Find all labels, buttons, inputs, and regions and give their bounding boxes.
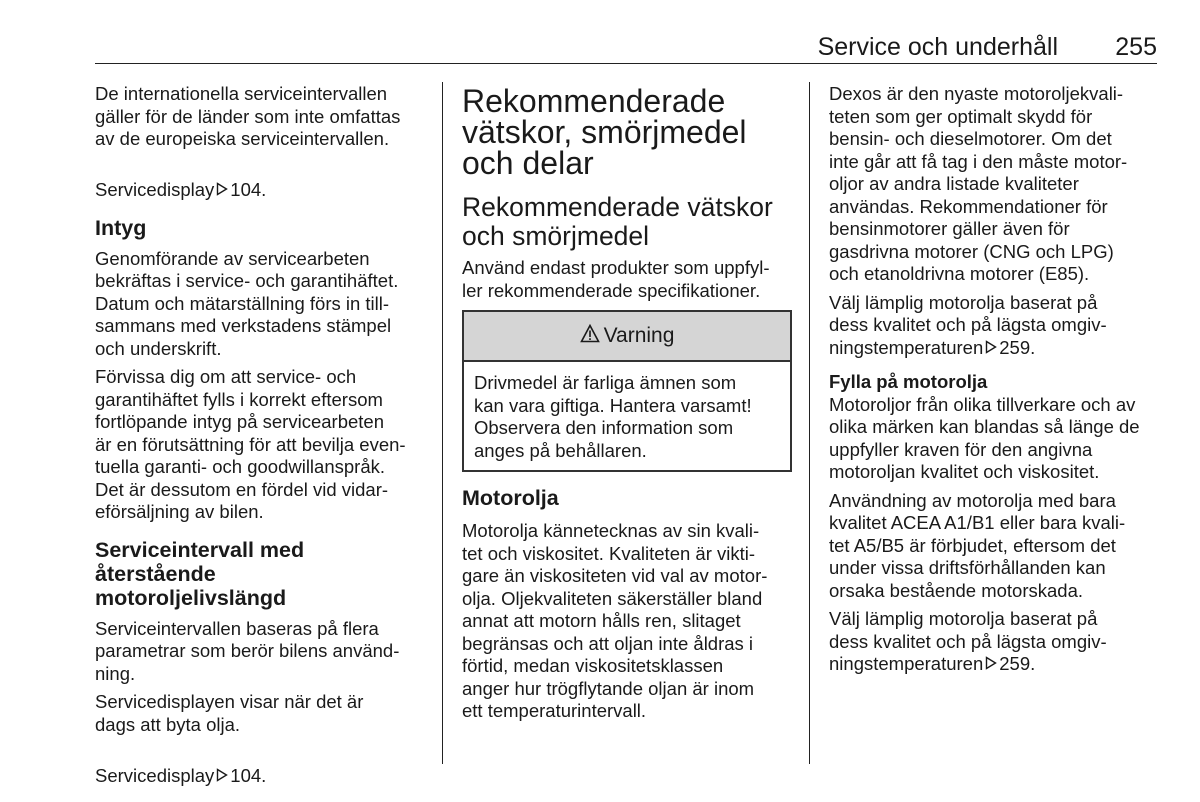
reference-page: 259. (999, 336, 1036, 358)
warning-text: Drivmedel är farliga ämnen som kan vara giftiga. Hantera varsamt! Observera den information som anges på behållaren. (474, 372, 752, 461)
intyg-paragraph-1: Genomförande av servicearbeten bekräftas i service- och garantihäftet. Datum och mätarställning förs in till- sammans med verkstadens stämpel och underskrift. (95, 247, 399, 359)
intyg-paragraph-2: Förvissa dig om att service- och garantihäftet fylls i korrekt eftersom fortlöpande intyg på servicearbeten är en förutsättning för att bevilja even- tuella garanti- och goodwillanspråk. Det är dessutom en fördel vid vidar- eförsäljning av bilen. (95, 366, 406, 522)
triangle-right-icon (216, 765, 228, 788)
sub-heading: Rekommenderade vätskor och smörjmedel (462, 192, 773, 251)
serviceintervall-heading: Serviceintervall med återstående motoroljelivslängd (95, 537, 305, 610)
serviceintervall-paragraph-1: Serviceintervallen baseras på flera parametrar som berör bilens använd- ning. (95, 617, 400, 684)
warning-title (464, 312, 790, 362)
warning-body (464, 362, 790, 470)
fylla-heading: Fylla på motorolja (829, 371, 988, 392)
column-3 (829, 83, 1159, 682)
column-2 (462, 83, 792, 729)
motorolja-selection-paragraph-2 (829, 608, 1159, 676)
header-rule (95, 63, 1157, 64)
servicedisplay-reference[interactable] (95, 157, 425, 202)
intro-paragraph: De internationella serviceintervallen gäller för de länder som inte omfattas av de europeiska serviceintervallen. (95, 83, 401, 149)
main-heading: Rekommenderade vätskor, smörjmedel och delar (462, 83, 747, 181)
intro-paragraph: Använd endast produkter som uppfyl- ler rekommenderade specifikationer. (462, 257, 770, 301)
selection-text: Välj lämplig motorolja baserat på dess kvalitet och på lägsta omgiv- ningstemperaturen (829, 608, 1107, 674)
reference-page: 104. (230, 179, 267, 200)
reference-page: 259. (999, 653, 1036, 674)
dexos-paragraph: Dexos är den nyaste motoroljekvali- teten som ger optimalt skydd för bensin- och dieselmotorer. Om det inte går att få tag i den måste motor- oljor av andra listade kvaliteter användas. Rekommendationer för bensinmotorer gäller även för gasdrivna motorer (CNG och LPG) och etanoldrivna motorer (E85). (829, 83, 1128, 284)
fylla-paragraph-2: Användning av motorolja med bara kvalitet ACEA A1/B1 eller bara kvali- tet A5/B5 är förbjudet, eftersom det under vissa driftsförhållanden kan orsaka bestående motorskada. (829, 489, 1126, 601)
column-divider-right (809, 82, 810, 764)
reference-page: 104. (230, 764, 267, 786)
section-title: Service och underhåll (817, 33, 1058, 61)
fylla-paragraph-1: Motoroljor från olika tillverkare och av olika märken kan blandas så länge de uppfyller kraven för den angivna motoroljan kvalitet och viskositet. (829, 393, 1140, 482)
warning-box (462, 310, 792, 472)
triangle-right-icon (216, 179, 228, 202)
selection-text: Välj lämplig motorolja baserat på dess kvalitet och på lägsta omgiv- ningstemperaturen (829, 291, 1107, 358)
motorolja-heading: Motorolja (462, 486, 559, 510)
motorolja-selection-paragraph (829, 292, 1159, 360)
triangle-right-icon (985, 337, 997, 360)
motorolja-paragraph: Motorolja kännetecknas av sin kvali- tet och viskositet. Kvaliteten är vikti- gare än viskositeten vid val av motor- olja. Oljekvaliteten säkerställer bland annat att motorn hålls ren, slitaget begränsas och att oljan inte åldras i förtid, medan viskositetsklassen anger hur trögflytande oljan är inom ett temperaturintervall. (462, 520, 768, 721)
serviceintervall-paragraph-2: Servicedisplayen visar när det är dags att byta olja. (95, 691, 364, 735)
page-number: 255 (1115, 33, 1157, 61)
temperature-reference-2[interactable] (983, 653, 1035, 674)
column-divider-left (442, 82, 443, 764)
column-1 (95, 83, 425, 793)
reference-text: Servicedisplay (95, 179, 215, 200)
warning-title-text: Varning (603, 324, 675, 347)
reference-text: Servicedisplay (95, 764, 215, 786)
servicedisplay-reference-2[interactable] (95, 742, 425, 787)
triangle-right-icon (985, 653, 997, 676)
temperature-reference[interactable] (983, 337, 1035, 358)
intyg-heading: Intyg (95, 215, 147, 240)
warning-triangle-icon (580, 324, 600, 349)
